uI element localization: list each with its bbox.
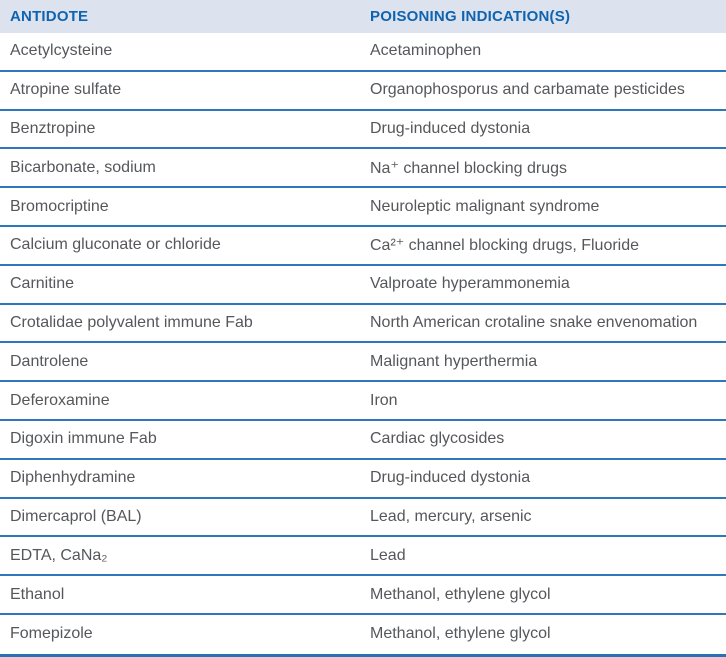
table-header-row — [0, 0, 726, 33]
table-row — [0, 382, 726, 421]
table-row — [0, 149, 726, 188]
antidote-cell: Benztropine — [10, 119, 96, 137]
indication-cell: Ca²⁺ channel blocking drugs, Fluoride — [370, 237, 640, 255]
antidote-cell: Dimercaprol (BAL) — [10, 507, 142, 525]
antidote-cell: Atropine sulfate — [10, 81, 122, 99]
table-row — [0, 33, 726, 72]
indication-cell: Cardiac glycosides — [370, 430, 505, 448]
table-row — [0, 576, 726, 615]
indication-cell: Drug-induced dystonia — [370, 119, 531, 137]
antidote-cell: Bicarbonate, sodium — [10, 158, 156, 176]
indication-cell: Malignant hyperthermia — [370, 352, 538, 370]
antidote-cell: Ethanol — [10, 585, 65, 603]
antidote-cell: Deferoxamine — [10, 391, 110, 409]
table-row — [0, 305, 726, 344]
column-header-poisoning-indication: POISONING INDICATION(S) — [370, 8, 571, 25]
antidote-cell: Digoxin immune Fab — [10, 430, 157, 448]
indication-cell: North American crotaline snake envenomation — [370, 313, 698, 331]
table-row — [0, 72, 726, 111]
indication-cell: Iron — [370, 391, 398, 409]
column-header-antidote: ANTIDOTE — [10, 8, 89, 25]
table-row — [0, 343, 726, 382]
antidote-cell: Bromocriptine — [10, 197, 109, 215]
indication-cell: Methanol, ethylene glycol — [370, 625, 551, 643]
antidote-cell: Calcium gluconate or chloride — [10, 236, 221, 254]
table-row — [0, 460, 726, 499]
table-row — [0, 615, 726, 654]
indication-cell: Lead — [370, 546, 406, 564]
table-row — [0, 499, 726, 538]
table-row — [0, 188, 726, 227]
antidote-cell: Crotalidae polyvalent immune Fab — [10, 313, 253, 331]
table-row — [0, 537, 726, 576]
indication-cell: Valproate hyperammonemia — [370, 275, 570, 293]
indication-cell: Acetaminophen — [370, 42, 482, 60]
antidote-cell: Dantrolene — [10, 352, 89, 370]
antidote-cell: Diphenhydramine — [10, 469, 136, 487]
indication-cell: Drug-induced dystonia — [370, 469, 531, 487]
antidote-cell: EDTA, CaNa₂ — [10, 546, 108, 564]
antidote-cell: Acetylcysteine — [10, 42, 113, 60]
indication-cell: Neuroleptic malignant syndrome — [370, 197, 600, 215]
antidote-cell: Carnitine — [10, 275, 75, 293]
table-row — [0, 227, 726, 266]
table-row — [0, 421, 726, 460]
indication-cell: Lead, mercury, arsenic — [370, 507, 532, 525]
table-row — [0, 111, 726, 150]
indication-cell: Methanol, ethylene glycol — [370, 585, 551, 603]
table-row — [0, 266, 726, 305]
antidote-cell: Fomepizole — [10, 625, 93, 643]
indication-cell: Na⁺ channel blocking drugs — [370, 159, 568, 177]
table-body — [0, 33, 726, 654]
indication-cell: Organophosporus and carbamate pesticides — [370, 81, 685, 99]
